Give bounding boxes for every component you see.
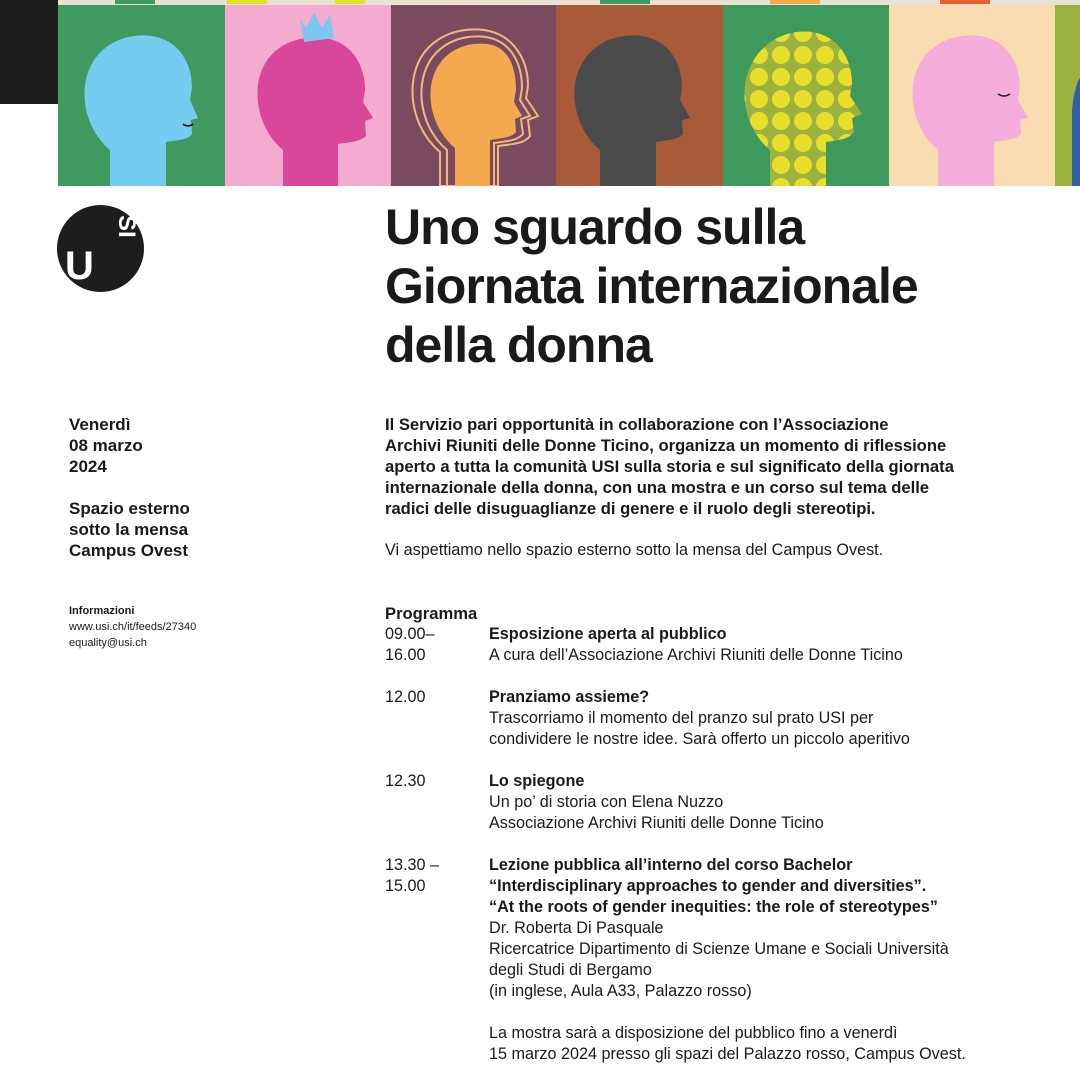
info-url-link[interactable]: www.usi.ch/it/feeds/27340 bbox=[69, 621, 197, 633]
note-line: La mostra sarà a disposizione del pubblico fino a venerdì bbox=[489, 1024, 898, 1042]
intro-line: Archivi Riuniti delle Donne Ticino, organizza un momento di riflessione bbox=[385, 436, 947, 455]
programme-item-line: (in inglese, Aula A33, Palazzo rosso) bbox=[489, 982, 752, 1000]
programme-item-title: “Interdisciplinary approaches to gender and diversities”. bbox=[489, 877, 927, 895]
location-line: Spazio esterno bbox=[69, 499, 190, 518]
time-line: 13.30 – bbox=[385, 856, 440, 874]
programme-item-line: A cura dell’Associazione Archivi Riuniti delle Donne Ticino bbox=[489, 646, 903, 664]
programme-time bbox=[385, 771, 426, 792]
note-line: 15 marzo 2024 presso gli spazi del Palazzo rosso, Campus Ovest. bbox=[489, 1045, 966, 1063]
programme-item-line: Associazione Archivi Riuniti delle Donne Ticino bbox=[489, 814, 824, 832]
title-line: Uno sguardo sulla bbox=[385, 199, 805, 255]
location-line: sotto la mensa bbox=[69, 520, 189, 539]
time-line: 12.00 bbox=[385, 688, 426, 706]
welcome-text: Vi aspettiamo nello spazio esterno sotto la mensa del Campus Ovest. bbox=[385, 541, 884, 559]
panel-orange-outlined-head bbox=[391, 5, 556, 186]
time-line: 16.00 bbox=[385, 646, 426, 664]
intro-line: internazionale della donna, con una mostra e un corso sul tema delle bbox=[385, 478, 930, 497]
programme-time bbox=[385, 687, 426, 708]
title-line: della donna bbox=[385, 317, 652, 373]
programme-item bbox=[489, 771, 1069, 834]
event-date bbox=[69, 414, 143, 477]
panel-green-dotted-head bbox=[723, 5, 889, 186]
panel-dark-grey-head bbox=[556, 5, 723, 186]
panel-magenta-head-with-crown bbox=[225, 5, 391, 186]
time-line: 15.00 bbox=[385, 877, 426, 895]
usi-logo-mark bbox=[57, 205, 144, 292]
info-label: Informazioni bbox=[69, 605, 135, 617]
page-title bbox=[385, 198, 1065, 375]
black-strip bbox=[0, 0, 58, 104]
event-location bbox=[69, 498, 190, 561]
programme-item bbox=[489, 855, 1069, 1002]
programme-time bbox=[385, 855, 439, 897]
programme-item-line: condividere le nostre idee. Sarà offerto un piccolo aperitivo bbox=[489, 730, 910, 748]
panel-pink-head bbox=[889, 5, 1055, 186]
programme-heading: Programma bbox=[385, 604, 478, 623]
event-day-month: 08 marzo bbox=[69, 436, 143, 455]
title-line: Giornata internazionale bbox=[385, 258, 918, 314]
time-line: 09.00– bbox=[385, 625, 435, 643]
programme-item-title: Esposizione aperta al pubblico bbox=[489, 625, 727, 643]
header-illustration bbox=[0, 0, 1080, 186]
programme-item-line: Trascorriamo il momento del pranzo sul prato USI per bbox=[489, 709, 874, 727]
programme-item bbox=[489, 624, 1069, 666]
event-weekday: Venerdì bbox=[69, 415, 131, 434]
programme-item-line: Ricercatrice Dipartimento di Scienze Umane e Sociali Università bbox=[489, 940, 949, 958]
programme-item bbox=[489, 687, 1069, 750]
time-line: 12.30 bbox=[385, 772, 426, 790]
programme-item-title: “At the roots of gender inequities: the role of stereotypes” bbox=[489, 898, 938, 916]
programme-item-line: Un po’ di storia con Elena Nuzzo bbox=[489, 793, 724, 811]
programme-item-title: Lo spiegone bbox=[489, 772, 585, 790]
logo-letters-si: SI bbox=[113, 215, 140, 238]
heads-illustration bbox=[0, 0, 1080, 186]
exhibition-note bbox=[489, 1023, 966, 1065]
programme-item-title: Lezione pubblica all’interno del corso Bachelor bbox=[489, 856, 853, 874]
programme-time bbox=[385, 624, 435, 666]
usi-logo bbox=[57, 205, 144, 292]
intro-line: Il Servizio pari opportunità in collaborazione con l’Associazione bbox=[385, 415, 889, 434]
info-block bbox=[69, 603, 196, 651]
programme-item-line: Dr. Roberta Di Pasquale bbox=[489, 919, 664, 937]
logo-letter-u: U bbox=[65, 244, 94, 288]
programme-item-line: degli Studi di Bergamo bbox=[489, 961, 652, 979]
programme-item-title: Pranziamo assieme? bbox=[489, 688, 650, 706]
intro-paragraph bbox=[385, 414, 1065, 519]
event-year: 2024 bbox=[69, 457, 107, 476]
panel-light-blue-head bbox=[58, 5, 225, 186]
intro-line: radici delle disuguaglianze di genere e il ruolo degli stereotipi. bbox=[385, 499, 876, 518]
location-line: Campus Ovest bbox=[69, 541, 189, 560]
intro-line: aperto a tutta la comunità USI sulla storia e sul significato della giornata bbox=[385, 457, 954, 476]
info-email-link[interactable]: equality@usi.ch bbox=[69, 637, 147, 649]
